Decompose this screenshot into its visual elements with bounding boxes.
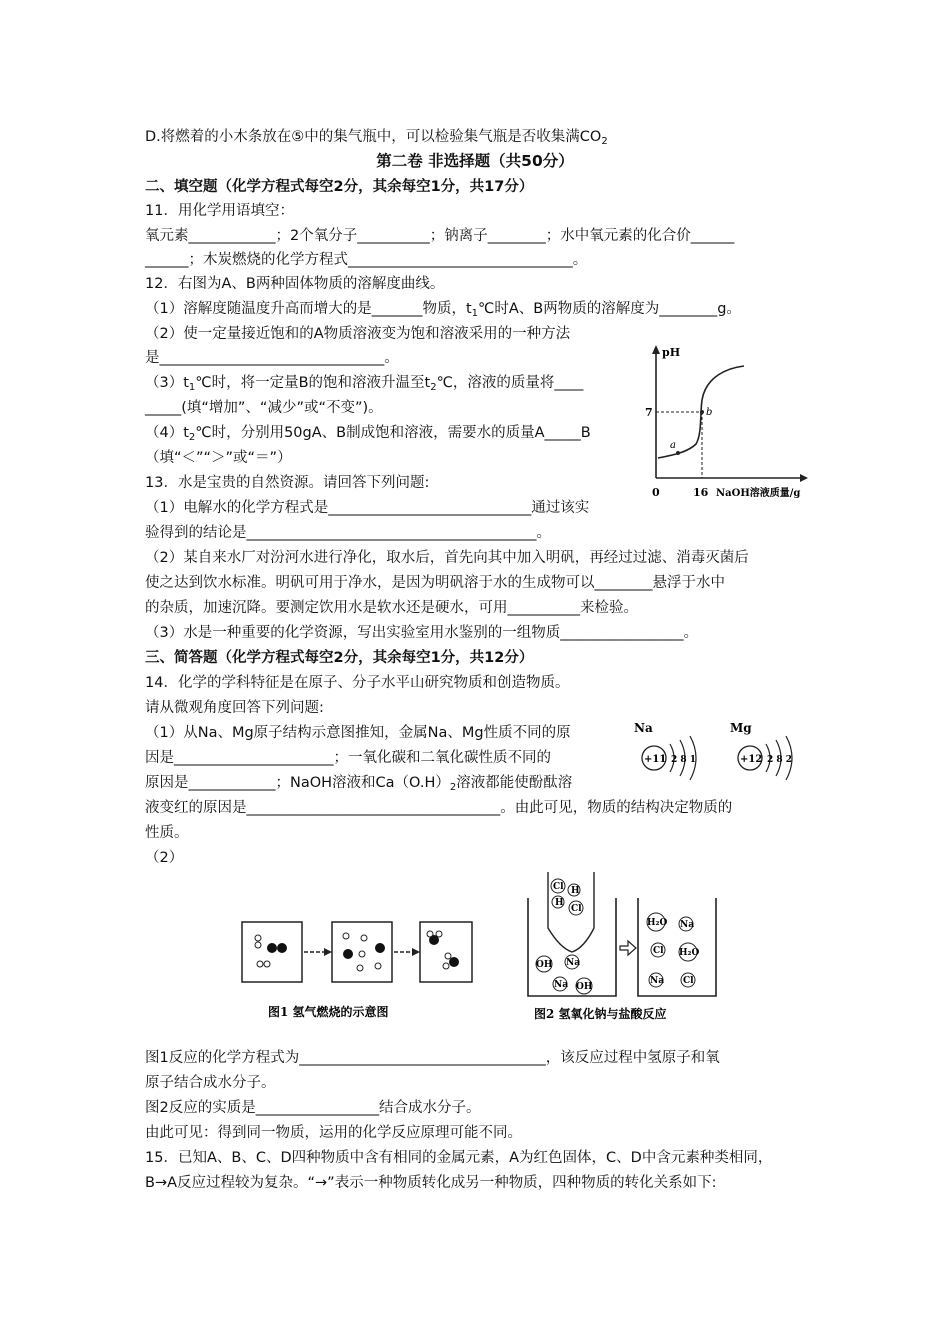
part-two-title: 第二卷 非选择题（共50分）: [376, 152, 574, 170]
origin-label: 0: [652, 486, 660, 499]
na-nucleus-charge: +11: [644, 754, 667, 765]
q12-part1: （1）溶解度随温度升高而增大的是_______物质，$t_1℃$时A、B两物质的溶解度为________g。: [145, 301, 741, 319]
fig2-caption: 图2 氢氧化钠与盐酸反应: [534, 1007, 667, 1021]
mg-symbol: Mg: [730, 721, 752, 735]
q15-line1: 15．已知A、B、C、D四种物质中含有相同的金属元素，A为红色固体，C、D中含元素种类相同，: [145, 1150, 773, 1166]
ph-curve-graph: [640, 340, 810, 505]
q14-part1-line4: 液变红的原因是___________________________________。由此可见，物质的结构决定物质的: [145, 800, 733, 816]
q13-part2-line1: （2）某自来水厂对汾河水进行净化，取水后，首先向其中加入明矾，再经过过滤、消毒灭菌后: [145, 550, 749, 566]
point-a-label: a: [670, 440, 676, 451]
q14-part1-line2: 因是______________________；一氧化碳和二氧化碳性质不同的: [145, 750, 551, 766]
mg-electrons: 2 8 2: [767, 755, 793, 765]
section-three-heading: 三、简答题（化学方程式每空2分，其余每空1分，共12分）: [145, 650, 534, 666]
q12-part4: $(4)t_2℃$时，分别用50gA、B制成饱和溶液，需要水的质量A_____B: [145, 425, 591, 443]
ion-top-3: H: [555, 898, 564, 908]
figure-2-neutralization: [520, 868, 720, 1025]
q12-prompt: 12．右图为A、B两种固体物质的溶解度曲线。: [145, 276, 445, 292]
q15-line2: B→A反应过程较为复杂。“→”表示一种物质转化成另一种物质，四种物质的转化关系如下:: [145, 1175, 717, 1191]
ion-right-2: Na: [680, 920, 695, 930]
option-d: D.将燃着的小木条放在⑤中的集气瓶中，可以检验集气瓶是否收集满$CO_2$: [145, 129, 608, 147]
fig1-box-after: [420, 922, 472, 982]
ion-left-3: Na: [554, 980, 569, 990]
ion-right-5: Na: [650, 976, 665, 986]
ion-left-1: OH: [536, 960, 553, 970]
q13-part1: （1）电解水的化学方程式是____________________________通过该实: [145, 500, 590, 516]
ion-right-6: Cl: [683, 976, 694, 986]
ion-top-2: H: [571, 886, 580, 896]
ion-left-2: Na: [566, 958, 581, 968]
y-axis-label: pH: [662, 346, 681, 359]
ion-top-4: Cl: [571, 904, 582, 914]
point-a: [676, 451, 680, 455]
fig1-equation-line1: 图1反应的化学方程式为__________________________________，该反应过程中氢原子和氧: [145, 1050, 720, 1066]
x-axis-arrow: [800, 474, 808, 482]
ion-right-3: Cl: [653, 946, 664, 956]
q14-part1-line5: 性质。: [145, 825, 189, 841]
q11-prompt: 11．用化学用语填空：: [145, 203, 294, 219]
section-two-heading: 二、填空题（化学方程式每空2分，其余每空1分，共17分）: [145, 179, 534, 195]
q14-part1-line3: 原因是____________；NaOH溶液和$Ca(O.H)_2$溶液都能使酚酞溶: [145, 775, 573, 793]
q12-part2-blank: 是_______________________________。: [145, 350, 399, 366]
q14-part2-label: （2）: [145, 850, 184, 866]
ion-left-4: OH: [576, 982, 593, 992]
q14-instruction: 请从微观角度回答下列问题:: [145, 700, 324, 716]
fig2-essence: 图2反应的实质是_________________结合成水分子。: [145, 1100, 481, 1116]
q13-part2-line2: 使之达到饮水标准。明矾可用于净水，是因为明矾溶于水的生成物可以________悬浮于水中: [145, 575, 725, 591]
reaction-arrow: [620, 941, 636, 955]
q12-part2: （2）使一定量接近饱和的A物质溶液变为饱和溶液采用的一种方法: [145, 326, 571, 342]
ion-right-1: H₂O: [647, 918, 668, 928]
ion-right-4: H₂O: [679, 948, 700, 958]
q13-part3: （3）水是一种重要的化学资源，写出实验室用水鉴别的一组物质_________________。: [145, 625, 698, 641]
q12-part3-options: _____(填“增加”、“减少”或“不变”)。: [145, 400, 383, 416]
fig1-caption: 图1 氢气燃烧的示意图: [268, 1005, 389, 1019]
x-tick-16: 16: [693, 486, 709, 499]
x-axis-label: NaOH溶液质量/g: [716, 488, 801, 499]
mg-nucleus-charge: +12: [740, 754, 763, 765]
q14-prompt: 14．化学的学科特征是在原子、分子水平山研究物质和创造物质。: [145, 675, 570, 691]
ion-top-1: Cl: [553, 882, 564, 892]
q11-blanks-1: 氧元素____________；2个氧分子__________；钠离子________；水中氧元素的化合价______: [145, 228, 735, 244]
figure-1-hydrogen-combustion: [238, 910, 478, 1025]
y-tick-7: 7: [645, 406, 653, 419]
point-b-label: b: [706, 407, 713, 418]
q13-part1-conclusion: 验得到的结论是________________________________________。: [145, 525, 551, 541]
q11-blanks-2: ______；木炭燃烧的化学方程式_______________________________。: [145, 252, 588, 268]
atom-structure-diagrams: [630, 718, 815, 786]
y-axis-arrow: [652, 345, 660, 354]
na-electrons: 2 8 1: [671, 755, 697, 765]
q13-prompt: 13．水是宝贵的自然资源。请回答下列问题:: [145, 475, 430, 491]
point-b: [700, 410, 704, 414]
q14-part1-line1: （1）从Na、Mg原子结构示意图推知，金属Na、Mg性质不同的原: [145, 725, 571, 741]
q12-part3: $(3)t_1℃$时，将一定量B的饱和溶液升温至$t_2℃$，溶液的质量将____: [145, 375, 584, 393]
na-symbol: Na: [634, 721, 653, 735]
q13-part2-line3: 的杂质，加速沉降。要测定饮用水是软水还是硬水，可用__________来检验。: [145, 600, 638, 616]
fig1-equation-line2: 原子结合成水分子。: [145, 1075, 276, 1091]
conclusion: 由此可见：得到同一物质，运用的化学反应原理可能不同。: [145, 1125, 522, 1141]
q12-part4-options: （填“＜”“＞”或“＝”）: [145, 450, 292, 466]
